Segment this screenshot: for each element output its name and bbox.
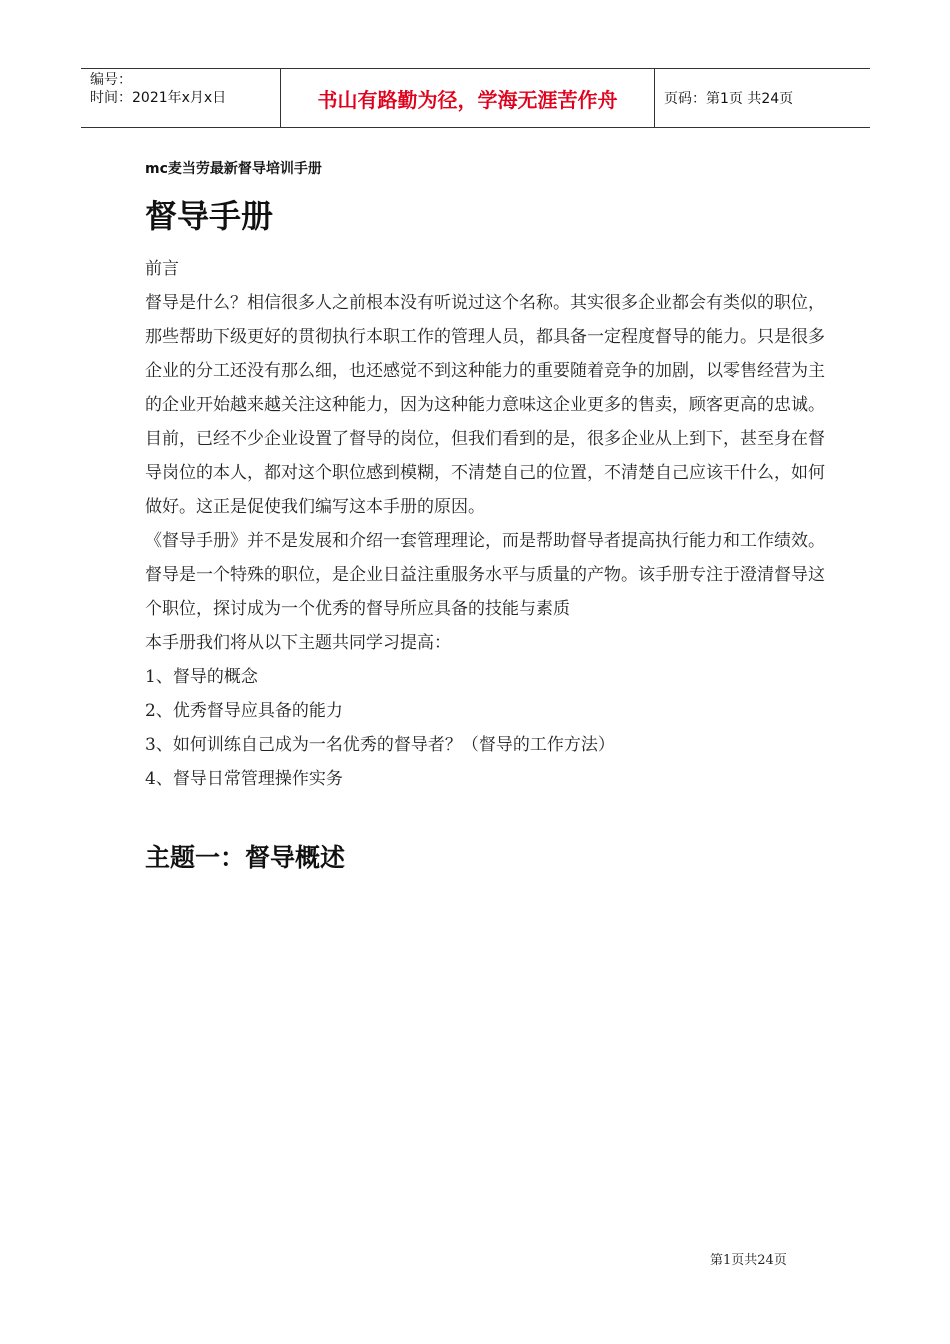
list-item: 4、督导日常管理操作实务 (145, 769, 343, 789)
page-footer: 第1页共24页 (710, 1253, 787, 1268)
page-header (81, 68, 870, 128)
header-motto: 书山有路勤为径，学海无涯苦作舟 (281, 69, 655, 127)
document-subtitle: mc麦当劳最新督导培训手册 (145, 161, 322, 177)
header-page-info: 页码：第1页 共24页 (664, 91, 794, 107)
document-body (145, 150, 825, 874)
list-item: 1、督导的概念 (145, 667, 258, 687)
paragraph-3: 本手册我们将从以下主题共同学习提高： (145, 633, 451, 653)
number-label: 编号： (90, 72, 132, 88)
paragraph-1: 督导是什么？相信很多人之前根本没有听说过这个名称。其实很多企业都会有类似的职位，那些帮助下级更好的贯彻执行本职工作的管理人员，都具备一定程度督导的能力。只是很多企业的分工还没有那么细，也还感觉不到这种能力的重要随着竞争的加剧，以零售经营为主的企业开始越来越关注这种能力，因为这种能力意味这企业更多的售卖，顾客更高的忠诚。目前，已经不少企业设置了督导的岗位，但我们看到的是，很多企业从上到下，甚至身在督导岗位的本人，都对这个职位感到模糊，不清楚自己的位置，不清楚自己应该干什么，如何做好。这正是促使我们编写这本手册的原因。 (145, 293, 825, 517)
list-item: 3、如何训练自己成为一名优秀的督导者？（督导的工作方法） (145, 735, 615, 755)
document-title: 督导手册 (145, 197, 274, 235)
header-meta (81, 69, 281, 127)
list-item: 2、优秀督导应具备的能力 (145, 701, 343, 721)
section-title: 主题一：督导概述 (145, 843, 346, 872)
preface-label: 前言 (145, 259, 179, 279)
time-label: 时间：2021年x月x日 (90, 90, 227, 106)
paragraph-2: 《督导手册》并不是发展和介绍一套管理理论，而是帮助督导者提高执行能力和工作绩效。督导是一个特殊的职位，是企业日益注重服务水平与质量的产物。该手册专注于澄清督导这个职位，探讨成为一个优秀的督导所应具备的技能与素质 (145, 531, 825, 619)
topic-list (145, 660, 825, 796)
